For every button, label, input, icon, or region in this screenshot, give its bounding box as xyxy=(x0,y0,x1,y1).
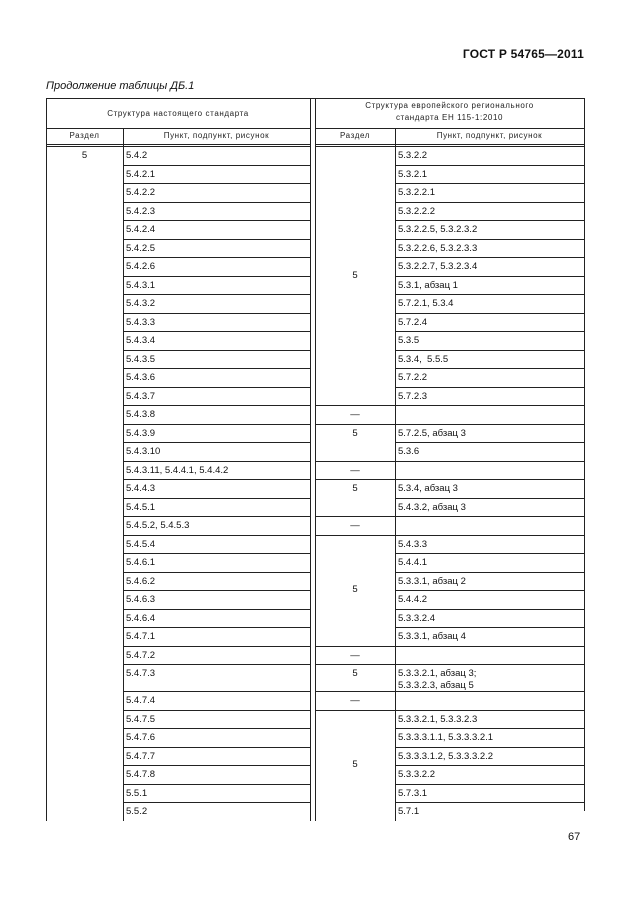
header-line xyxy=(46,128,310,129)
eu-item-cell: 5.3.2.2.6, 5.3.2.3.3 xyxy=(398,242,478,254)
row-line xyxy=(123,516,310,517)
row-line xyxy=(395,350,584,351)
item-cell: 5.4.3.10 xyxy=(126,446,161,457)
eu-item-cell: 5.3.3.3.1.1, 5.3.3.3.2.1 xyxy=(398,732,494,743)
row-line xyxy=(123,553,310,554)
col-header-item: Пункт, подпункт, рисунок xyxy=(163,131,270,140)
table-border-top xyxy=(46,98,584,99)
item-cell: 5.4.3.1 xyxy=(126,279,156,291)
item-cell: 5.4.6.4 xyxy=(126,612,156,624)
row-line xyxy=(395,535,584,536)
row-line xyxy=(123,313,310,314)
item-cell: 5.4.3.11, 5.4.4.1, 5.4.4.2 xyxy=(126,464,229,476)
row-line xyxy=(123,590,310,591)
table-border-left xyxy=(46,98,47,821)
eu-item-cell: 5.7.3.1 xyxy=(398,787,428,799)
eu-section-cell: — xyxy=(350,464,360,476)
column-line xyxy=(395,128,396,821)
eu-section-cell: 5 xyxy=(352,427,358,439)
row-line xyxy=(395,276,584,277)
row-line xyxy=(123,609,310,610)
eu-item-cell: 5.7.2.3 xyxy=(398,390,428,402)
row-line xyxy=(395,627,584,628)
item-cell: 5.4.3.8 xyxy=(126,409,156,420)
item-cell: 5.4.2.4 xyxy=(126,224,156,235)
row-line xyxy=(395,387,584,388)
row-line xyxy=(395,728,584,729)
item-cell: 5.4.6.2 xyxy=(126,575,156,587)
row-line xyxy=(123,747,310,748)
table-border-right xyxy=(584,98,585,811)
row-line xyxy=(395,202,584,203)
row-line xyxy=(123,535,310,536)
row-line xyxy=(123,802,310,803)
item-cell: 5.4.6.3 xyxy=(126,594,156,605)
row-line xyxy=(395,313,584,314)
row-line xyxy=(123,405,310,406)
eu-item-cell: 5.7.2.2 xyxy=(398,372,428,383)
row-line xyxy=(395,646,584,647)
eu-section-cell: 5 xyxy=(352,584,358,595)
row-line xyxy=(123,765,310,766)
item-cell: 5.4.7.5 xyxy=(126,713,156,725)
row-line xyxy=(395,516,584,517)
standard-number: ГОСТ Р 54765—2011 xyxy=(462,47,584,61)
row-line xyxy=(315,710,395,711)
eu-item-cell: 5.3.3.3.1.2, 5.3.3.3.2.2 xyxy=(398,750,494,762)
row-line xyxy=(315,664,395,665)
row-line xyxy=(395,765,584,766)
eu-item-cell: 5.3.4, абзац 3 xyxy=(398,483,458,494)
item-cell: 5.4.2 xyxy=(126,150,148,161)
row-line xyxy=(395,442,584,443)
row-line xyxy=(123,220,310,221)
eu-item-cell: 5.3.3.2.4 xyxy=(398,612,435,624)
row-line xyxy=(395,479,584,480)
item-cell: 5.5.1 xyxy=(126,787,148,799)
eu-item-cell: 5.3.5 xyxy=(398,335,420,346)
eu-item-cell: 5.3.2.2 xyxy=(398,150,428,161)
header-european-standard-line2: стандарта ЕН 115-1:2010 xyxy=(395,113,504,122)
page-number: 67 xyxy=(568,831,581,843)
section-number-cell: 5 xyxy=(81,150,88,161)
row-line xyxy=(123,442,310,443)
eu-section-cell: — xyxy=(350,520,360,531)
row-line xyxy=(123,183,310,184)
eu-item-cell: 5.3.2.1 xyxy=(398,168,428,180)
eu-item-cell: 5.3.3.2.2 xyxy=(398,769,435,780)
row-line xyxy=(395,784,584,785)
eu-item-cell: 5.7.2.1, 5.3.4 xyxy=(398,298,454,309)
eu-item-cell: 5.4.4.2 xyxy=(398,594,428,605)
row-line xyxy=(123,498,310,499)
eu-section-cell: 5 xyxy=(352,483,358,494)
header-line xyxy=(315,128,584,129)
row-line xyxy=(123,710,310,711)
row-line xyxy=(395,165,584,166)
eu-item-cell: 5.3.3.1, абзац 2 xyxy=(398,575,466,587)
item-cell: 5.4.7.8 xyxy=(126,769,156,780)
row-line xyxy=(395,257,584,258)
row-line xyxy=(123,479,310,480)
header-line xyxy=(46,144,310,145)
header-line xyxy=(315,146,584,147)
item-cell: 5.4.3.5 xyxy=(126,353,156,365)
col-header-section-eu: Раздел xyxy=(339,131,371,140)
row-line xyxy=(123,257,310,258)
row-line xyxy=(123,461,310,462)
item-cell: 5.4.3.6 xyxy=(126,372,156,383)
item-cell: 5.4.2.1 xyxy=(126,168,156,180)
row-line xyxy=(123,784,310,785)
row-line xyxy=(123,627,310,628)
eu-section-cell: — xyxy=(350,649,360,661)
row-line xyxy=(123,165,310,166)
row-line xyxy=(395,461,584,462)
row-line xyxy=(123,728,310,729)
eu-item-cell: 5.3.2.2.1 xyxy=(398,187,435,198)
row-line xyxy=(315,691,395,692)
row-line xyxy=(315,646,395,647)
item-cell: 5.4.3.7 xyxy=(126,390,156,402)
row-line xyxy=(123,294,310,295)
item-cell: 5.4.5.2, 5.4.5.3 xyxy=(126,520,190,531)
row-line xyxy=(123,387,310,388)
item-cell: 5.4.3.3 xyxy=(126,316,156,328)
eu-section-cell: 5 xyxy=(352,668,358,679)
row-line xyxy=(395,710,584,711)
eu-item-cell: 5.3.3.1, абзац 4 xyxy=(398,631,466,642)
row-line xyxy=(395,802,584,803)
row-line xyxy=(395,405,584,406)
item-cell: 5.4.7.7 xyxy=(126,750,156,762)
row-line xyxy=(123,350,310,351)
row-line xyxy=(395,220,584,221)
item-cell: 5.4.5.1 xyxy=(126,501,156,513)
row-line xyxy=(315,516,395,517)
column-line xyxy=(123,128,124,821)
row-line xyxy=(123,424,310,425)
row-line xyxy=(123,202,310,203)
col-header-section: Раздел xyxy=(69,131,100,140)
row-line xyxy=(315,424,395,425)
row-line xyxy=(315,461,395,462)
correspondence-table xyxy=(46,98,584,821)
row-line xyxy=(395,747,584,748)
eu-item-cell: 5.3.3.2.1, абзац 3; 5.3.3.2.3, абзац 5 xyxy=(398,668,477,691)
row-line xyxy=(395,239,584,240)
eu-item-cell: 5.4.4.1 xyxy=(398,557,428,568)
item-cell: 5.4.7.4 xyxy=(126,695,156,706)
item-cell: 5.4.5.4 xyxy=(126,538,156,550)
row-line xyxy=(123,368,310,369)
eu-section-cell: — xyxy=(350,695,360,706)
eu-item-cell: 5.3.1, абзац 1 xyxy=(398,279,458,291)
eu-item-cell: 5.3.2.2.2 xyxy=(398,205,435,217)
eu-item-cell: 5.7.2.5, абзац 3 xyxy=(398,427,466,439)
row-line xyxy=(123,572,310,573)
eu-item-cell: 5.4.3.3 xyxy=(398,538,428,550)
table-caption: Продолжение таблицы ДБ.1 xyxy=(46,80,195,92)
row-line xyxy=(395,609,584,610)
row-line xyxy=(123,276,310,277)
item-cell: 5.4.2.2 xyxy=(126,187,156,198)
item-cell: 5.4.3.4 xyxy=(126,335,156,346)
item-cell: 5.4.7.1 xyxy=(126,631,156,642)
header-current-standard: Структура настоящего стандарта xyxy=(107,109,249,118)
item-cell: 5.5.2 xyxy=(126,806,148,817)
row-line xyxy=(123,664,310,665)
row-line xyxy=(395,553,584,554)
row-line xyxy=(395,294,584,295)
eu-item-cell: 5.3.4, 5.5.5 xyxy=(398,353,449,365)
eu-item-cell: 5.3.3.2.1, 5.3.3.2.3 xyxy=(398,713,478,725)
item-cell: 5.4.2.3 xyxy=(126,205,156,217)
row-line xyxy=(395,331,584,332)
row-line xyxy=(395,691,584,692)
item-cell: 5.4.7.3 xyxy=(126,668,156,679)
eu-item-cell: 5.7.1 xyxy=(398,806,420,817)
eu-section-cell: 5 xyxy=(352,269,358,281)
row-line xyxy=(315,405,395,406)
row-line xyxy=(395,183,584,184)
header-european-standard-line1: Структура европейского регионального xyxy=(365,101,534,110)
item-cell: 5.4.7.2 xyxy=(126,649,156,661)
row-line xyxy=(123,331,310,332)
eu-section-cell: 5 xyxy=(352,759,358,770)
divider-line xyxy=(310,98,311,821)
row-line xyxy=(123,691,310,692)
item-cell: 5.4.3.2 xyxy=(126,298,156,309)
item-cell: 5.4.3.9 xyxy=(126,427,156,439)
eu-item-cell: 5.7.2.4 xyxy=(398,316,428,328)
eu-item-cell: 5.3.2.2.5, 5.3.2.3.2 xyxy=(398,224,478,235)
row-line xyxy=(395,664,584,665)
row-line xyxy=(395,368,584,369)
header-line xyxy=(46,146,310,147)
item-cell: 5.4.4.3 xyxy=(126,483,156,494)
eu-item-cell: 5.3.2.2.7, 5.3.2.3.4 xyxy=(398,261,478,272)
eu-section-cell: — xyxy=(350,409,360,420)
row-line xyxy=(395,590,584,591)
eu-item-cell: 5.3.6 xyxy=(398,446,420,457)
row-line xyxy=(123,646,310,647)
header-line xyxy=(315,144,584,145)
col-header-item-eu: Пункт, подпункт, рисунок xyxy=(436,131,543,140)
item-cell: 5.4.7.6 xyxy=(126,732,156,743)
row-line xyxy=(395,572,584,573)
row-line xyxy=(123,239,310,240)
item-cell: 5.4.6.1 xyxy=(126,557,156,568)
eu-item-cell: 5.4.3.2, абзац 3 xyxy=(398,501,466,513)
item-cell: 5.4.2.5 xyxy=(126,242,156,254)
row-line xyxy=(395,498,584,499)
row-line xyxy=(395,424,584,425)
row-line xyxy=(315,535,395,536)
row-line xyxy=(315,479,395,480)
divider-line xyxy=(315,98,316,821)
item-cell: 5.4.2.6 xyxy=(126,261,156,272)
